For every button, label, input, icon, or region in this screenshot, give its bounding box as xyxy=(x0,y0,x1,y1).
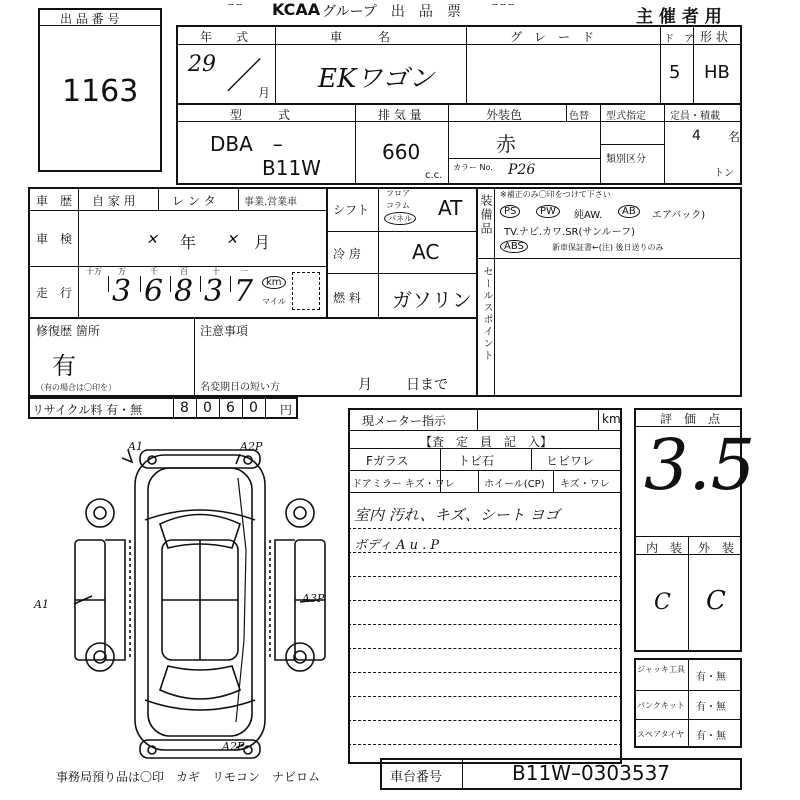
recycle-label: リサイクル料 有・無 xyxy=(32,403,143,417)
model-year: 29 xyxy=(188,52,216,77)
designation-label: 型式指定 xyxy=(606,111,646,122)
model-label: 型 式 xyxy=(230,108,291,122)
recolor-label: 色替 xyxy=(569,111,589,122)
sales-point-label: セールスポイント xyxy=(481,266,492,362)
rear-windshield xyxy=(160,666,240,699)
history-business: 事業.営業車 xyxy=(244,197,298,208)
color-label: 外装色 xyxy=(486,108,523,122)
capacity-label: 定員・積載 xyxy=(670,111,720,122)
jack-tool-label: ジャッキ工具 xyxy=(637,665,685,674)
inspection-year-unit: 年 xyxy=(180,233,197,252)
wheel-rear-right xyxy=(286,643,314,671)
seat-capacity: 4 xyxy=(692,128,701,144)
warranty-note: 新車保証書←(注) 後日送りのみ xyxy=(552,243,664,252)
damage-mark-front-left: A1 xyxy=(128,440,143,453)
lot-number: 1163 xyxy=(62,74,139,109)
wheel-rear-left xyxy=(86,643,114,671)
overall-score: 3.5 xyxy=(644,424,756,506)
shift-panel: パネル xyxy=(384,212,416,225)
recycle-digit: 8 xyxy=(180,400,189,416)
recycle-digit: 6 xyxy=(226,400,235,416)
color-no-label: カラー No. xyxy=(453,163,493,172)
shift-column: コラム xyxy=(386,201,410,210)
mileage-digit: 7 xyxy=(234,274,254,309)
lot-label: 出 品 番 号 xyxy=(60,12,120,26)
crack-cell: ヒビワレ xyxy=(546,454,595,468)
fuel-label: 燃 料 xyxy=(333,291,361,305)
spare-tire-label: スペアタイヤ xyxy=(637,730,685,739)
header-dots-right: ┄┄┄ xyxy=(492,0,517,11)
mileage-digit: 8 xyxy=(174,274,194,309)
equip-airbag: エアバック) xyxy=(652,210,706,221)
wheel-front-left xyxy=(86,499,114,527)
chassis-number: B11W–0303537 xyxy=(512,761,671,785)
equip-pw: PW xyxy=(536,205,560,218)
jack-tool-value: 有・無 xyxy=(696,672,726,683)
score-label: 評 価 点 xyxy=(660,412,721,426)
interior-label: 内 装 xyxy=(646,541,683,555)
mileage-digit: 3 xyxy=(112,274,132,309)
notes-label: 注意事項 xyxy=(200,324,249,338)
office-note: 事務局預り品は〇印 カギ リモコン ナビロム xyxy=(56,770,321,784)
equipment-line2: TV.ナビ.カワ.SR(サンルーフ) xyxy=(504,227,636,238)
grade-label: グ レ ー ド xyxy=(510,30,595,44)
shift-label: シフト xyxy=(333,203,370,217)
equipment-label: 装備品 xyxy=(479,194,493,236)
car-name-label: 車 名 xyxy=(330,30,391,44)
class-label: 類別区分 xyxy=(606,154,646,165)
history-label: 車 歴 xyxy=(36,194,73,208)
meter-label: 現メーター指示 xyxy=(362,414,447,428)
inspector-remark: ボディ A u . P xyxy=(354,538,440,553)
damage-mark-rear: A2P xyxy=(222,740,245,753)
car-name: EKワゴン xyxy=(318,64,435,94)
equip-aw: 純AW. xyxy=(574,210,603,221)
history-private: 自 家 用 xyxy=(92,194,136,208)
door-mirror-cell: ドアミラー キズ・ワレ xyxy=(352,479,455,490)
cc-unit: c.c. xyxy=(425,170,443,181)
spare-tire-value: 有・無 xyxy=(696,731,726,742)
wheel-cell: ホイール(CP) xyxy=(484,479,545,490)
ton-unit: トン xyxy=(714,168,734,179)
deadline-day: 日まで xyxy=(406,377,448,393)
stone-chip-cell: トビ石 xyxy=(458,454,495,468)
mileage-digit: 6 xyxy=(144,274,164,309)
repair-label: 修復歴 箇所 xyxy=(36,324,100,338)
inspection-label: 車 検 xyxy=(36,232,73,246)
brand: KCAA xyxy=(272,0,321,19)
organizer-label: 主 催 者 用 xyxy=(636,7,722,27)
inspector-title: 【査 定 員 記 入】 xyxy=(420,435,553,449)
chassis-label: 車台番号 xyxy=(390,770,443,785)
deadline-month: 月 xyxy=(358,377,372,393)
color-code: P26 xyxy=(508,162,536,178)
mileage-digit: 3 xyxy=(204,274,224,309)
shift-floor: フロア xyxy=(386,189,410,198)
puncture-kit-value: 有・無 xyxy=(696,702,726,713)
damage-mark-right-side: A3P xyxy=(302,592,325,605)
deadline-label: 名変期日の短い方 xyxy=(200,382,280,393)
km-unit: km xyxy=(262,276,286,289)
inspection-month-mark: ✕ xyxy=(226,232,238,248)
scratch-crack-cell: キズ・ワレ xyxy=(560,479,610,490)
repair-note: （有の場合は〇印を） xyxy=(36,383,116,392)
exterior-grade: C xyxy=(706,586,726,616)
equip-ab: AB xyxy=(618,205,640,218)
door-count: 5 xyxy=(669,62,681,83)
model-code: B11W xyxy=(262,156,321,180)
recycle-digit: 0 xyxy=(203,400,212,416)
exterior-color: 赤 xyxy=(496,132,516,156)
displacement-value: 660 xyxy=(382,140,421,164)
meter-unit: km xyxy=(602,412,621,426)
ac-value: AC xyxy=(412,240,440,264)
header-dots-left: ┄┄ xyxy=(228,0,245,11)
inspection-year-mark: ✕ xyxy=(146,232,158,248)
damage-mark-left-side: A1 xyxy=(34,598,49,611)
repair-value: 有 xyxy=(52,352,76,380)
damage-mark-front-right: A2P xyxy=(240,440,263,453)
exterior-label: 外 装 xyxy=(698,541,735,555)
interior-grade: C xyxy=(654,590,671,615)
shift-value: AT xyxy=(438,196,463,220)
shape-label: 形 状 xyxy=(700,30,728,44)
fuel-value: ガソリン xyxy=(392,288,472,312)
puncture-kit-label: パンクキット xyxy=(637,701,685,710)
recycle-unit: 円 xyxy=(280,403,293,417)
mile-unit: マイル xyxy=(262,297,286,306)
model-prefix: DBA – xyxy=(210,132,283,156)
equip-abs: ABS xyxy=(500,240,528,253)
capacity-unit: 名 xyxy=(728,130,741,144)
year-label: 年 式 xyxy=(200,30,249,44)
mileage-label: 走 行 xyxy=(36,286,73,300)
year-slash: ／ xyxy=(226,56,263,97)
doors-label: ド ア xyxy=(664,34,694,45)
ac-label: 冷 房 xyxy=(333,247,361,261)
wheel-front-right xyxy=(286,499,314,527)
recycle-digit: 0 xyxy=(249,400,258,416)
equipment-note: ※補正のみ〇印をつけて下さい xyxy=(500,190,611,199)
displacement-label: 排 気 量 xyxy=(378,108,422,122)
inspector-remark: 室内 汚れ、キズ、シート ヨゴ xyxy=(354,506,560,524)
form-title: グループ 出 品 票 xyxy=(322,4,461,20)
history-rental: レ ン タ xyxy=(172,194,216,208)
windshield-cell: Fガラス xyxy=(366,454,409,468)
inspection-month-unit: 月 xyxy=(254,233,271,252)
equip-ps: PS xyxy=(500,205,520,218)
body-shape: HB xyxy=(704,62,730,83)
month-unit: 月 xyxy=(258,86,271,100)
